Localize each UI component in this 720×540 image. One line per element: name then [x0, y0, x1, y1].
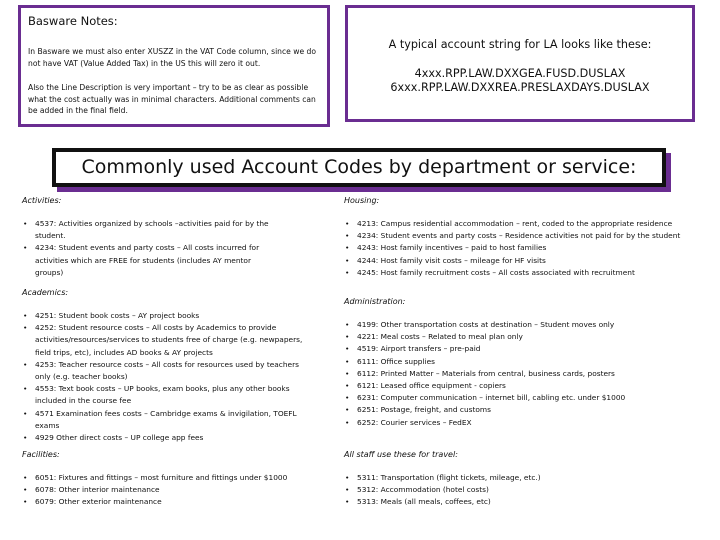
- list-item: • 4243: Host family incentives – paid to host families: [344, 242, 716, 254]
- housing-section: [344, 196, 716, 279]
- list-item: • 4251: Student book costs – AY project books: [22, 310, 312, 322]
- list-item: • 4221: Meal costs – Related to meal plan only: [344, 331, 684, 343]
- list-item: • 6079: Other exterior maintenance: [22, 496, 322, 508]
- account-string-box: [345, 5, 695, 122]
- account-string-title: A typical account string for LA looks like these:: [388, 38, 652, 51]
- list-item: • 6121: Leased office equipment - copiers: [344, 380, 684, 392]
- basware-notes-box: [18, 5, 330, 127]
- list-item: • 6231: Computer communication – internet bill, cabling etc. under $1000: [344, 392, 684, 404]
- section-heading: All staff use these for travel:: [344, 450, 458, 459]
- list-item: • 4537: Activities organized by schools –activities paid for by the student.: [22, 218, 272, 242]
- facilities-list: [22, 472, 322, 509]
- account-string-example-1: 4xxx.RPP.LAW.DXXGEA.FUSD.DUSLAX: [414, 67, 626, 80]
- section-heading: Academics:: [22, 288, 69, 297]
- administration-list: [344, 319, 684, 429]
- list-item: • 4244: Host family visit costs – mileage for HF visits: [344, 255, 716, 267]
- notes-title: Basware Notes:: [28, 14, 118, 28]
- section-heading: Facilities:: [22, 450, 60, 459]
- section-heading: Administration:: [344, 297, 406, 306]
- list-item: • 4234: Student events and party costs – All costs incurred for activities which are FREE for students (includes AY mentor groups): [22, 242, 272, 279]
- list-item: • 4519: Airport transfers – pre-paid: [344, 343, 684, 355]
- section-heading: Activities:: [22, 196, 62, 205]
- list-item: • 4199: Other transportation costs at destination – Student moves only: [344, 319, 684, 331]
- list-item: • 5311: Transportation (flight tickets, mileage, etc.): [344, 472, 644, 484]
- list-item: • 5312: Accommodation (hotel costs): [344, 484, 644, 496]
- list-item: • 6051: Fixtures and fittings – most furniture and fittings under $1000: [22, 472, 322, 484]
- academics-section: [22, 288, 312, 444]
- list-item: • 6111: Office supplies: [344, 356, 684, 368]
- activities-list: [22, 218, 272, 279]
- administration-section: [344, 297, 684, 429]
- notes-paragraph-vat: In Basware we must also enter XUSZZ in the VAT Code column, since we do not have VAT (Value Added Tax) in the US this will zero it out.: [28, 47, 317, 68]
- list-item: • 6078: Other interior maintenance: [22, 484, 322, 496]
- list-item: • 4213: Campus residential accommodation – rent, coded to the appropriate residence: [344, 218, 716, 230]
- activities-section: [22, 196, 272, 279]
- facilities-section: [22, 450, 322, 509]
- academics-list: [22, 310, 312, 444]
- list-item: • 5313: Meals (all meals, coffees, etc): [344, 496, 644, 508]
- list-item: • 4571 Examination fees costs – Cambridge exams & invigilation, TOEFL exams: [22, 408, 312, 432]
- section-heading: Housing:: [344, 196, 380, 205]
- list-item: • 4929 Other direct costs – UP college app fees: [22, 432, 312, 444]
- list-item: • 6252: Courier services – FedEX: [344, 417, 684, 429]
- account-codes-banner: Commonly used Account Codes by department or service:: [52, 148, 666, 187]
- travel-section: [344, 450, 644, 509]
- list-item: • 4253: Teacher resource costs – All costs for resources used by teachers only (e.g. teacher books): [22, 359, 312, 383]
- list-item: • 4234: Student events and party costs – Residence activities not paid for by the student: [344, 230, 716, 242]
- list-item: • 6251: Postage, freight, and customs: [344, 404, 684, 416]
- list-item: • 4245: Host family recruitment costs – All costs associated with recruitment: [344, 267, 716, 279]
- travel-list: [344, 472, 644, 509]
- notes-paragraph-line-description: Also the Line Description is very important – try to be as clear as possible what the cost actually was in minimal characters. Additional comments can be added in the final field.: [28, 83, 316, 115]
- list-item: • 6112: Printed Matter – Materials from central, business cards, posters: [344, 368, 684, 380]
- list-item: • 4553: Text book costs – UP books, exam books, plus any other books included in the course fee: [22, 383, 312, 407]
- housing-list: [344, 218, 716, 279]
- list-item: • 4252: Student resource costs – All costs by Academics to provide activities/resources/services to students free of charge (e.g. newpapers, field trips, etc), includes AD books & AY projects: [22, 322, 312, 359]
- account-string-example-2: 6xxx.RPP.LAW.DXXREA.PRESLAXDAYS.DUSLAX: [390, 80, 650, 94]
